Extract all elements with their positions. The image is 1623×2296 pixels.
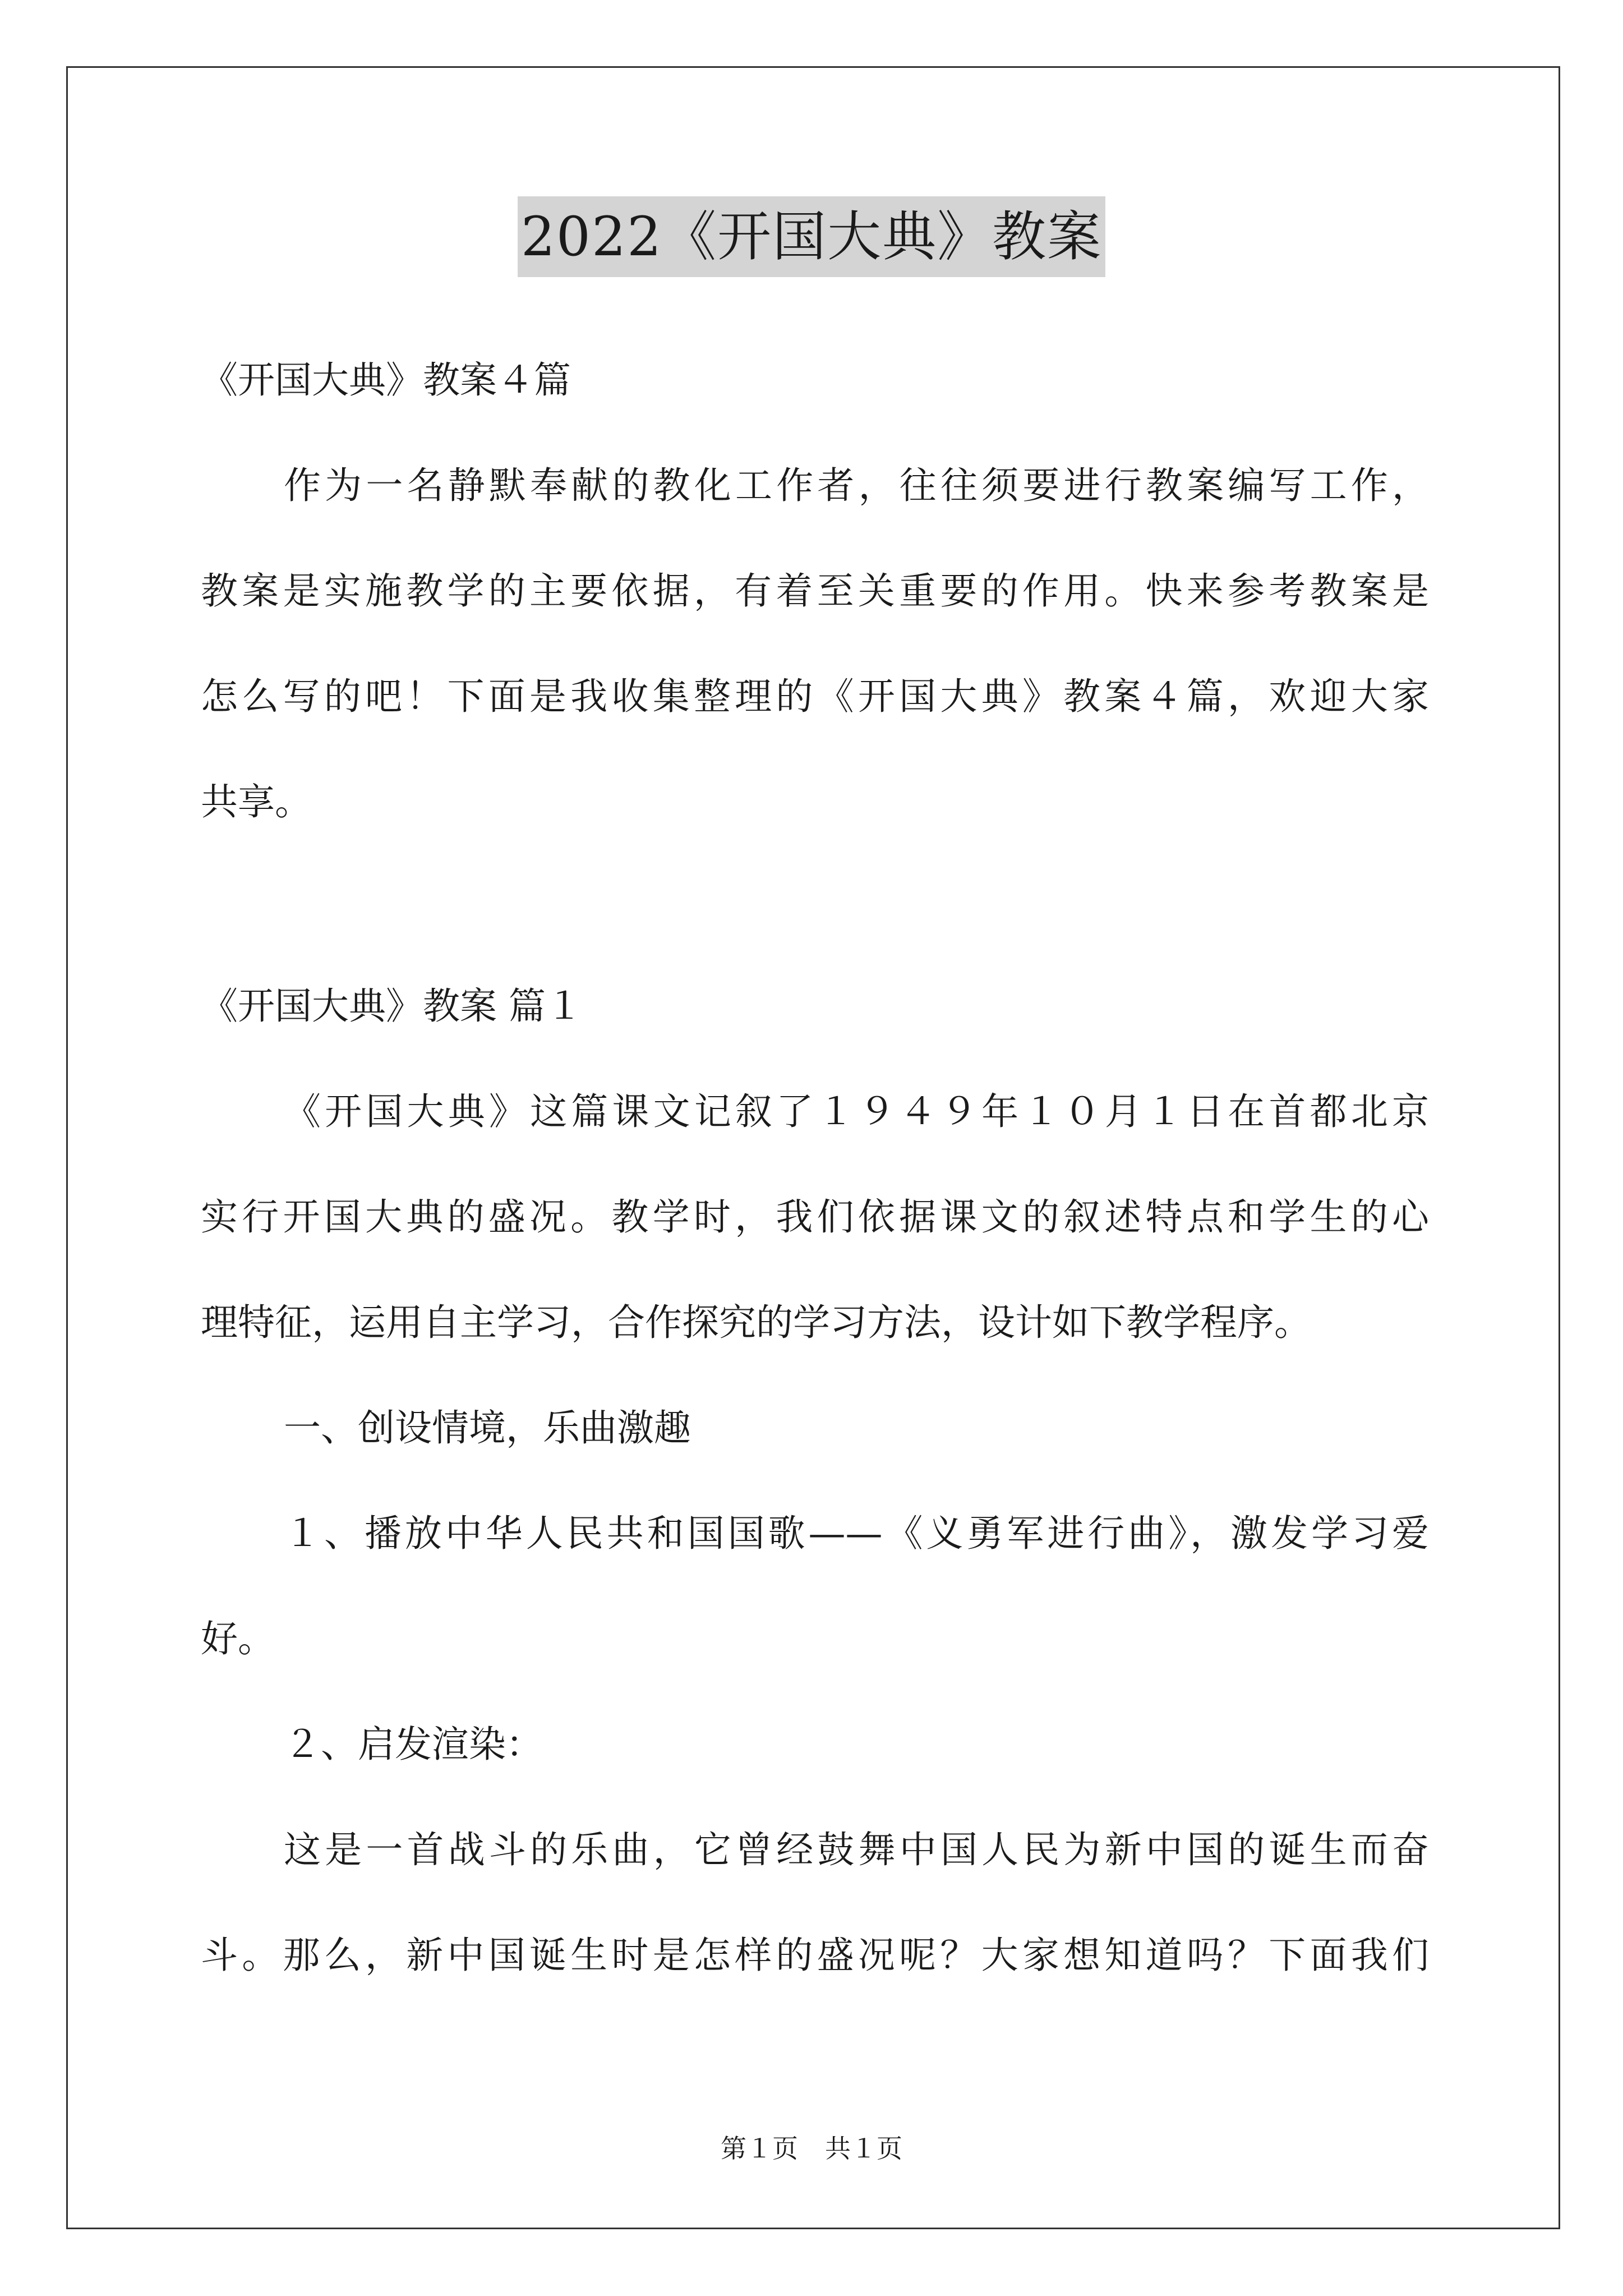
intro-line-3: 怎么写的吧！下面是我收集整理的《开国大典》教案４篇，欢迎大家 (201, 675, 1429, 718)
document-title: 2022《开国大典》教案 (518, 196, 1105, 277)
body-line-9: 斗。那么，新中国诞生时是怎样的盛况呢？大家想知道吗？下面我们 (201, 1934, 1429, 1977)
section-heading: 《开国大典》教案 篇１ (201, 984, 583, 1028)
document-subtitle: 《开国大典》教案４篇 (201, 358, 571, 402)
document-body (201, 352, 1429, 2033)
page-footer (0, 2132, 1623, 2165)
page-number-current: 第１页 (721, 2133, 798, 2164)
body-line-1: 《开国大典》这篇课文记叙了１９４９年１０月１日在首都北京 (284, 1090, 1429, 1133)
page-number-total: 共１页 (825, 2133, 902, 2164)
intro-line-2: 教案是实施教学的主要依据，有着至关重要的作用。快来参考教案是 (201, 569, 1429, 613)
body-line-8: 这是一首战斗的乐曲，它曾经鼓舞中国人民为新中国的诞生而奋 (284, 1828, 1429, 1871)
body-line-3: 理特征，运用自主学习，合作探究的学习方法，设计如下教学程序。 (201, 1301, 1311, 1344)
title-container (0, 196, 1623, 277)
body-line-6: 好。 (201, 1617, 275, 1660)
body-line-2: 实行开国大典的盛况。教学时，我们依据课文的叙述特点和学生的心 (201, 1195, 1429, 1239)
body-line-7: ２、启发渲染： (284, 1723, 543, 1766)
body-line-5: １、播放中华人民共和国国歌——《义勇军进行曲》，激发学习爱 (284, 1512, 1429, 1555)
intro-line-4: 共享。 (201, 780, 312, 823)
intro-line-1: 作为一名静默奉献的教化工作者，往往须要进行教案编写工作， (284, 464, 1429, 507)
section-spacer (201, 880, 1429, 978)
body-line-4: 一、创设情境，乐曲激趣 (284, 1406, 691, 1450)
